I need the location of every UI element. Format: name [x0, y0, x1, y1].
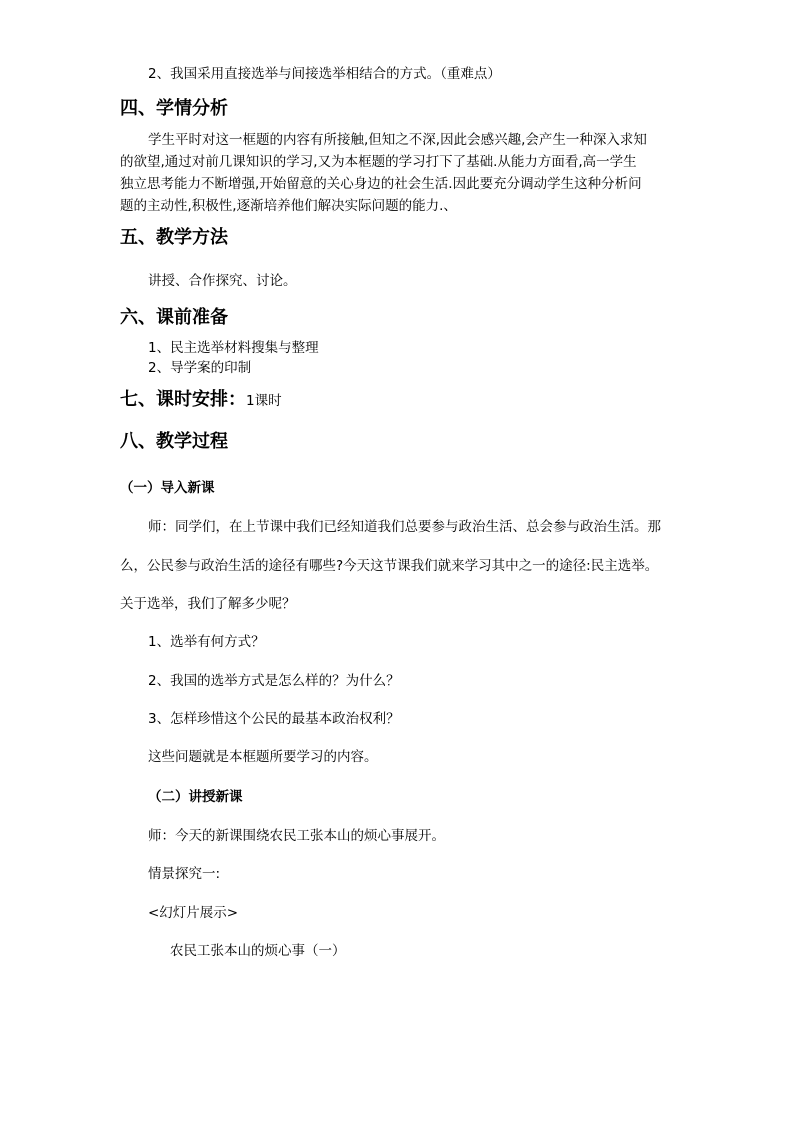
slide-title: 农民工张本山的烦心事（一）	[170, 943, 346, 959]
intro-paragraph-line: 么，公民参与政治生活的途径有哪些?今天这节课我们就来学习其中之一的途径:民主选举。	[120, 558, 659, 574]
question-item: 3、怎样珍惜这个公民的最基本政治权利？	[148, 711, 400, 727]
section-6-heading: 六、课前准备	[120, 307, 228, 328]
slide-label: <幻灯片展示>	[148, 905, 239, 921]
class-hours-value: 1课时	[246, 393, 282, 409]
section-5-heading: 五、教学方法	[120, 227, 228, 248]
section-7-heading	[120, 388, 282, 413]
section-4-paragraph-line: 的欲望,通过对前几课知识的学习,又为本框题的学习打下了基础.从能力方面看,高一学生	[120, 154, 637, 170]
section-8-heading: 八、教学过程	[120, 431, 228, 452]
teacher-line: 师：今天的新课围绕农民工张本山的烦心事展开。	[148, 828, 445, 844]
part-1-title: （一）导入新课	[120, 480, 215, 496]
section-7-title: 七、课时安排：	[120, 389, 246, 410]
section-4-paragraph-line: 独立思考能力不断增强,开始留意的关心身边的社会生活.因此要充分调动学生这种分析问	[120, 176, 642, 192]
teaching-methods-text: 讲授、合作探究、讨论。	[148, 273, 297, 289]
intro-closing: 这些问题就是本框题所要学习的内容。	[148, 749, 378, 765]
section-4-paragraph-line: 题的主动性,积极性,逐渐培养他们解决实际问题的能力.、	[120, 198, 457, 214]
scenario-label: 情景探究一:	[148, 866, 221, 882]
part-2-title: （二）讲授新课	[148, 789, 243, 805]
preparation-item: 2、导学案的印制	[148, 360, 252, 376]
section-4-paragraph-line: 学生平时对这一框题的内容有所接触,但知之不深,因此会感兴趣,会产生一种深入求知	[148, 132, 647, 148]
question-item: 2、我国的选举方式是怎么样的？为什么？	[148, 673, 400, 689]
objective-item-2: 2、我国采用直接选举与间接选举相结合的方式。（重难点）	[148, 66, 501, 82]
question-item: 1、选举有何方式？	[148, 634, 265, 650]
preparation-item: 1、民主选举材料搜集与整理	[148, 340, 319, 356]
intro-paragraph-line: 关于选举，我们了解多少呢？	[120, 596, 296, 612]
section-4-heading: 四、学情分析	[120, 98, 228, 119]
intro-paragraph-line: 师：同学们，在上节课中我们已经知道我们总要参与政治生活、总会参与政治生活。那	[148, 519, 661, 535]
